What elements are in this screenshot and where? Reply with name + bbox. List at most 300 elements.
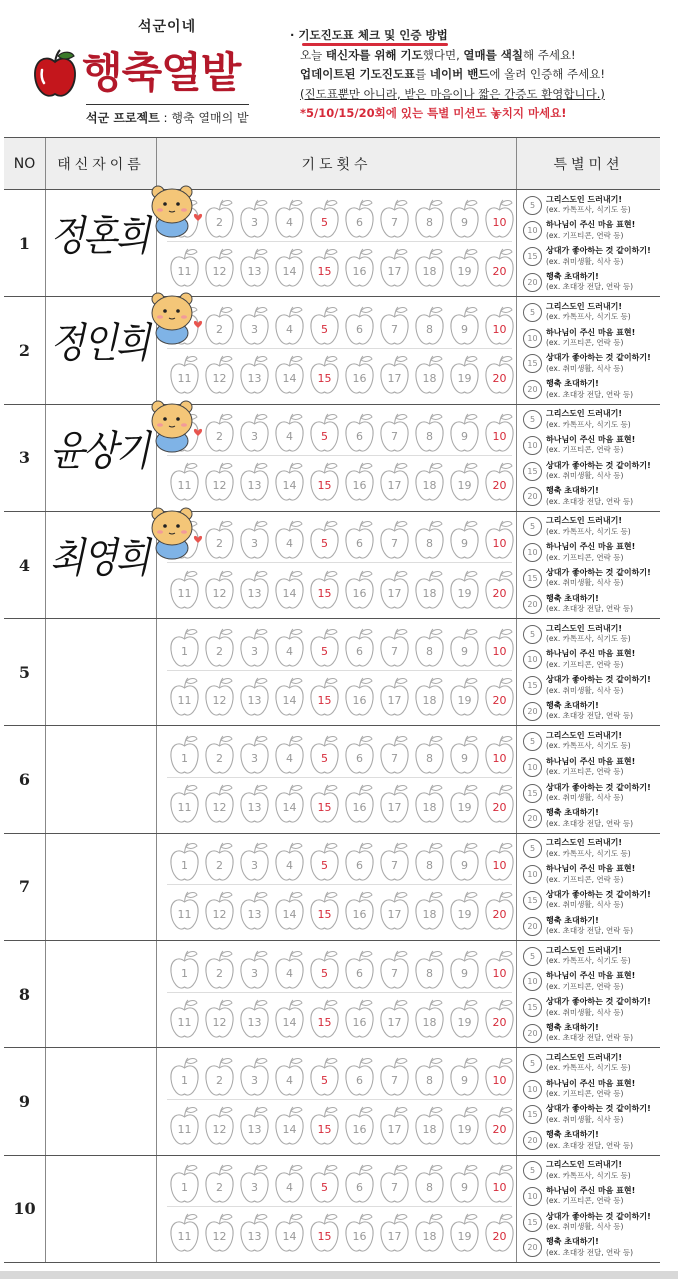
apple-checkbox[interactable]: [272, 1054, 307, 1100]
mission-item: [523, 648, 658, 672]
apple-number: 15: [317, 1015, 332, 1029]
mission-title: 하나님이 주신 마음 표현!: [546, 649, 636, 659]
apple-number: 7: [391, 430, 398, 444]
apple-checkbox[interactable]: [202, 1210, 237, 1256]
apple-checkbox[interactable]: [482, 781, 517, 827]
mission-example: (ex. 초대장 전달, 연락 등): [546, 711, 634, 721]
apple-checkbox[interactable]: [377, 996, 412, 1042]
apple-checkbox[interactable]: [482, 517, 517, 563]
apple-checkbox[interactable]: [377, 245, 412, 291]
logo-title: 행축열밭: [82, 48, 241, 97]
apple-row: [167, 1210, 512, 1256]
apple-checkbox[interactable]: [447, 352, 482, 398]
apple-checkbox[interactable]: [167, 674, 202, 720]
mission-number-circle: 20: [523, 273, 542, 292]
apple-checkbox[interactable]: [447, 1054, 482, 1100]
name-cell[interactable]: [46, 297, 157, 403]
apple-checkbox[interactable]: [167, 996, 202, 1042]
apple-checkbox[interactable]: [412, 459, 447, 505]
mission-example: (ex. 카톡프사, 식기도 등): [546, 1170, 631, 1180]
prayer-progress-table: [4, 137, 660, 1263]
apple-number: 3: [251, 537, 258, 551]
prayer-count-cell: [157, 941, 517, 1047]
apple-checkbox[interactable]: [412, 196, 447, 242]
apple-checkbox[interactable]: [342, 567, 377, 613]
apple-checkbox[interactable]: [482, 1161, 517, 1207]
apple-number: 2: [216, 322, 223, 336]
apple-checkbox[interactable]: [447, 410, 482, 456]
apple-checkbox[interactable]: [237, 303, 272, 349]
apple-number: 15: [317, 586, 332, 600]
apple-checkbox[interactable]: [307, 352, 342, 398]
apple-checkbox[interactable]: [377, 303, 412, 349]
apple-checkbox[interactable]: [272, 303, 307, 349]
apple-checkbox[interactable]: [307, 1210, 342, 1256]
apple-checkbox[interactable]: [272, 781, 307, 827]
mission-item: [523, 1077, 658, 1101]
apple-checkbox[interactable]: [412, 674, 447, 720]
apple-checkbox[interactable]: [237, 410, 272, 456]
apple-checkbox[interactable]: [447, 517, 482, 563]
apple-checkbox[interactable]: [167, 947, 202, 993]
apple-checkbox[interactable]: [377, 947, 412, 993]
apple-checkbox[interactable]: [202, 839, 237, 885]
mission-item: [523, 219, 658, 243]
apple-number: 16: [352, 1123, 367, 1137]
apple-checkbox[interactable]: [272, 888, 307, 934]
apple-checkbox[interactable]: [307, 1054, 342, 1100]
apple-checkbox[interactable]: [272, 1210, 307, 1256]
apple-checkbox[interactable]: [342, 1161, 377, 1207]
apple-checkbox[interactable]: [307, 1103, 342, 1149]
apple-checkbox[interactable]: [202, 781, 237, 827]
mission-number-circle: 10: [523, 972, 542, 991]
apple-number: 17: [387, 372, 402, 385]
mission-number-circle: 10: [523, 221, 542, 240]
apple-checkbox[interactable]: [272, 245, 307, 291]
apple-checkbox[interactable]: [482, 567, 517, 613]
apple-checkbox[interactable]: [447, 1103, 482, 1149]
apple-checkbox[interactable]: [237, 245, 272, 291]
apple-checkbox[interactable]: [482, 352, 517, 398]
apple-number: 9: [461, 644, 468, 658]
mission-item: [523, 729, 658, 753]
apple-number: 14: [282, 586, 297, 600]
apple-checkbox[interactable]: [447, 303, 482, 349]
name-cell[interactable]: [46, 405, 157, 511]
instructions: [290, 26, 674, 124]
apple-checkbox[interactable]: [272, 732, 307, 778]
apple-checkbox[interactable]: [447, 625, 482, 671]
apple-checkbox[interactable]: [377, 839, 412, 885]
apple-number: 17: [387, 801, 402, 815]
apple-checkbox[interactable]: [167, 839, 202, 885]
mission-item: [523, 1159, 658, 1183]
apple-checkbox[interactable]: [482, 245, 517, 291]
apple-checkbox[interactable]: [342, 996, 377, 1042]
apple-checkbox[interactable]: [412, 947, 447, 993]
apple-checkbox[interactable]: [237, 781, 272, 827]
apple-checkbox[interactable]: [307, 517, 342, 563]
apple-checkbox[interactable]: [342, 947, 377, 993]
apple-number: 5: [321, 644, 328, 658]
apple-checkbox[interactable]: [272, 1103, 307, 1149]
apple-checkbox[interactable]: [412, 410, 447, 456]
apple-checkbox[interactable]: [167, 781, 202, 827]
apple-checkbox[interactable]: [447, 781, 482, 827]
apple-number: 17: [387, 1015, 402, 1029]
apple-checkbox[interactable]: [272, 839, 307, 885]
handwritten-name: 정혼희: [50, 213, 149, 261]
apple-checkbox[interactable]: [307, 245, 342, 291]
apple-checkbox[interactable]: [272, 674, 307, 720]
apple-checkbox[interactable]: [167, 732, 202, 778]
apple-checkbox[interactable]: [447, 196, 482, 242]
mission-example: (ex. 초대장 전달, 연락 등): [546, 282, 634, 292]
apple-checkbox[interactable]: [272, 459, 307, 505]
apple-checkbox[interactable]: [412, 1161, 447, 1207]
mission-number-circle: 5: [523, 732, 542, 751]
apple-checkbox[interactable]: [377, 888, 412, 934]
apple-checkbox[interactable]: [307, 839, 342, 885]
apple-checkbox[interactable]: [342, 1054, 377, 1100]
apple-checkbox[interactable]: [237, 196, 272, 242]
apple-checkbox[interactable]: [342, 674, 377, 720]
apple-number: 3: [251, 966, 258, 980]
apple-checkbox[interactable]: [412, 888, 447, 934]
apple-checkbox[interactable]: [377, 781, 412, 827]
apple-checkbox[interactable]: [377, 352, 412, 398]
apple-checkbox[interactable]: [342, 459, 377, 505]
mission-example: (ex. 기프티콘, 연락 등): [546, 552, 624, 562]
instructions-title-text: 기도진도표 체크 및 인증 방법: [298, 28, 448, 42]
prayer-count-cell: [157, 512, 517, 618]
apple-checkbox[interactable]: [342, 839, 377, 885]
apple-checkbox[interactable]: [202, 732, 237, 778]
apple-icon: [32, 48, 78, 100]
apple-checkbox[interactable]: [377, 196, 412, 242]
apple-checkbox[interactable]: [167, 1103, 202, 1149]
apple-checkbox[interactable]: [237, 1054, 272, 1100]
apple-checkbox[interactable]: [237, 732, 272, 778]
apple-checkbox[interactable]: [167, 888, 202, 934]
apple-checkbox[interactable]: [237, 996, 272, 1042]
apple-checkbox[interactable]: [342, 410, 377, 456]
apple-number: 10: [492, 215, 507, 229]
apple-checkbox[interactable]: [342, 625, 377, 671]
apple-checkbox[interactable]: [272, 196, 307, 242]
apple-checkbox[interactable]: [272, 517, 307, 563]
apple-checkbox[interactable]: [167, 1210, 202, 1256]
apple-number: 8: [426, 644, 433, 658]
apple-checkbox[interactable]: [342, 1103, 377, 1149]
apple-checkbox[interactable]: [482, 996, 517, 1042]
apple-checkbox[interactable]: [202, 625, 237, 671]
apple-checkbox[interactable]: [377, 1161, 412, 1207]
apple-number: 8: [426, 322, 433, 336]
apple-number: 15: [317, 479, 332, 493]
apple-number: 14: [282, 1230, 297, 1244]
apple-checkbox[interactable]: [412, 1210, 447, 1256]
apple-checkbox[interactable]: [202, 1161, 237, 1207]
logo: [28, 10, 286, 130]
apple-checkbox[interactable]: [482, 459, 517, 505]
apple-checkbox[interactable]: [307, 996, 342, 1042]
mission-item: [523, 674, 658, 698]
apple-checkbox[interactable]: [202, 1054, 237, 1100]
apple-number: 20: [492, 801, 507, 815]
apple-checkbox[interactable]: [307, 947, 342, 993]
apple-number: 1: [181, 752, 188, 766]
apple-checkbox[interactable]: [272, 996, 307, 1042]
apple-checkbox[interactable]: [482, 1103, 517, 1149]
apple-checkbox[interactable]: [202, 996, 237, 1042]
apple-checkbox[interactable]: [342, 245, 377, 291]
apple-number: 5: [321, 1073, 328, 1087]
apple-number: 4: [286, 430, 293, 444]
apple-number: 13: [247, 1015, 262, 1029]
apple-checkbox[interactable]: [202, 459, 237, 505]
apple-checkbox[interactable]: [482, 625, 517, 671]
apple-checkbox[interactable]: [307, 781, 342, 827]
apple-checkbox[interactable]: [412, 625, 447, 671]
apple-checkbox[interactable]: [307, 732, 342, 778]
name-cell[interactable]: [46, 941, 157, 1047]
apple-checkbox[interactable]: [167, 1054, 202, 1100]
apple-number: 20: [492, 479, 507, 493]
apple-checkbox[interactable]: [342, 732, 377, 778]
apple-checkbox[interactable]: [342, 781, 377, 827]
apple-checkbox[interactable]: [377, 674, 412, 720]
apple-checkbox[interactable]: [482, 410, 517, 456]
apple-checkbox[interactable]: [237, 888, 272, 934]
mission-item: [523, 193, 658, 217]
mission-title: 그리스도인 드러내기!: [546, 838, 622, 848]
apple-checkbox[interactable]: [447, 1161, 482, 1207]
apple-checkbox[interactable]: [202, 245, 237, 291]
mission-title: 행축 초대하기!: [546, 1237, 599, 1247]
apple-checkbox[interactable]: [307, 1161, 342, 1207]
mission-example: (ex. 기프티콘, 연락 등): [546, 874, 624, 884]
mission-title: 행축 초대하기!: [546, 486, 599, 496]
page-header: [0, 0, 678, 136]
apple-number: 16: [352, 1230, 367, 1244]
apple-checkbox[interactable]: [202, 674, 237, 720]
apple-checkbox[interactable]: [412, 352, 447, 398]
apple-checkbox[interactable]: [377, 1103, 412, 1149]
apple-checkbox[interactable]: [167, 1161, 202, 1207]
apple-checkbox[interactable]: [342, 196, 377, 242]
apple-checkbox[interactable]: [272, 567, 307, 613]
apple-checkbox[interactable]: [167, 567, 202, 613]
apple-checkbox[interactable]: [412, 567, 447, 613]
name-cell[interactable]: [46, 190, 157, 296]
apple-checkbox[interactable]: [272, 1161, 307, 1207]
apple-checkbox[interactable]: [482, 732, 517, 778]
mission-title: 행축 초대하기!: [546, 1022, 599, 1032]
apple-checkbox[interactable]: [237, 459, 272, 505]
apple-checkbox[interactable]: [167, 459, 202, 505]
apple-checkbox[interactable]: [482, 674, 517, 720]
apple-checkbox[interactable]: [377, 459, 412, 505]
apple-checkbox[interactable]: [377, 567, 412, 613]
name-cell[interactable]: [46, 726, 157, 832]
mission-item: [523, 622, 658, 646]
apple-checkbox[interactable]: [272, 625, 307, 671]
apple-checkbox[interactable]: [237, 947, 272, 993]
apple-checkbox[interactable]: [377, 1210, 412, 1256]
apple-checkbox[interactable]: [447, 839, 482, 885]
apple-row: [167, 674, 512, 720]
apple-checkbox[interactable]: [307, 459, 342, 505]
apple-checkbox[interactable]: [447, 674, 482, 720]
apple-checkbox[interactable]: [202, 888, 237, 934]
apple-number: 3: [251, 430, 258, 444]
apple-checkbox[interactable]: [167, 625, 202, 671]
apple-checkbox[interactable]: [447, 245, 482, 291]
apple-checkbox[interactable]: [412, 732, 447, 778]
apple-checkbox[interactable]: [307, 410, 342, 456]
logo-subtitle-bold: 석군 프로젝트: [86, 111, 160, 125]
apple-checkbox[interactable]: [412, 1103, 447, 1149]
apple-checkbox[interactable]: [307, 674, 342, 720]
mission-item: [523, 1051, 658, 1075]
apple-checkbox[interactable]: [412, 517, 447, 563]
mission-example: (ex. 취미생활, 식사 등): [546, 1114, 624, 1124]
name-cell[interactable]: [46, 1156, 157, 1262]
instruction-line-3: (진도표뿐만 아니라, 받은 마음이나 짧은 간증도 환영합니다.): [300, 86, 605, 101]
mission-title: 행축 초대하기!: [546, 915, 599, 925]
apple-number: 5: [321, 752, 328, 766]
apple-checkbox[interactable]: [482, 1054, 517, 1100]
apple-checkbox[interactable]: [202, 352, 237, 398]
apple-checkbox[interactable]: [482, 839, 517, 885]
mission-example: (ex. 기프티콘, 연락 등): [546, 338, 624, 348]
mission-number-circle: 10: [523, 865, 542, 884]
name-cell[interactable]: [46, 619, 157, 725]
mission-number-circle: 5: [523, 196, 542, 215]
apple-checkbox[interactable]: [447, 888, 482, 934]
apple-checkbox[interactable]: [412, 781, 447, 827]
apple-checkbox[interactable]: [377, 732, 412, 778]
apple-number: 15: [317, 1230, 332, 1244]
apple-checkbox[interactable]: [237, 1210, 272, 1256]
apple-checkbox[interactable]: [342, 888, 377, 934]
name-cell[interactable]: [46, 1048, 157, 1154]
apple-checkbox[interactable]: [377, 625, 412, 671]
row-number: 2: [4, 297, 46, 403]
apple-checkbox[interactable]: [482, 888, 517, 934]
mission-title: 행축 초대하기!: [546, 271, 599, 281]
apple-checkbox[interactable]: [447, 947, 482, 993]
apple-number: 9: [461, 322, 468, 336]
instruction-line-2: 업데이트된 기도진도표를 네이버 밴드에 올려 인증해 주세요!: [300, 67, 605, 81]
mission-number-circle: 15: [523, 891, 542, 910]
mission-number-circle: 15: [523, 1105, 542, 1124]
apple-checkbox[interactable]: [237, 674, 272, 720]
apple-checkbox[interactable]: [167, 352, 202, 398]
apple-number: 10: [492, 430, 507, 444]
apple-checkbox[interactable]: [202, 1103, 237, 1149]
apple-checkbox[interactable]: [447, 1210, 482, 1256]
apple-checkbox[interactable]: [237, 352, 272, 398]
apple-checkbox[interactable]: [482, 303, 517, 349]
apple-checkbox[interactable]: [307, 567, 342, 613]
apple-checkbox[interactable]: [237, 1103, 272, 1149]
apple-number: 10: [492, 322, 507, 336]
mission-number-circle: 20: [523, 702, 542, 721]
mission-example: (ex. 기프티콘, 연락 등): [546, 445, 624, 455]
apple-checkbox[interactable]: [272, 947, 307, 993]
apple-number: 7: [391, 537, 398, 551]
apple-number: 13: [247, 908, 262, 922]
apple-number: 6: [356, 644, 363, 658]
apple-checkbox[interactable]: [377, 1054, 412, 1100]
apple-checkbox[interactable]: [412, 245, 447, 291]
mission-number-circle: 5: [523, 1161, 542, 1180]
name-cell[interactable]: [46, 834, 157, 940]
apple-checkbox[interactable]: [447, 459, 482, 505]
mission-example: (ex. 취미생활, 식사 등): [546, 685, 624, 695]
apple-checkbox[interactable]: [167, 245, 202, 291]
mission-title: 그리스도인 드러내기!: [546, 1160, 622, 1170]
apple-number: 19: [457, 264, 472, 278]
apple-row: [167, 732, 512, 778]
apple-checkbox[interactable]: [307, 625, 342, 671]
apple-checkbox[interactable]: [412, 839, 447, 885]
apple-checkbox[interactable]: [482, 1210, 517, 1256]
apple-checkbox[interactable]: [377, 410, 412, 456]
apple-checkbox[interactable]: [237, 517, 272, 563]
apple-checkbox[interactable]: [377, 517, 412, 563]
apple-checkbox[interactable]: [237, 839, 272, 885]
apple-number: 11: [177, 801, 192, 815]
apple-checkbox[interactable]: [412, 996, 447, 1042]
apple-checkbox[interactable]: [482, 947, 517, 993]
apple-checkbox[interactable]: [412, 303, 447, 349]
apple-checkbox[interactable]: [307, 888, 342, 934]
mission-item: [523, 863, 658, 887]
apple-number: 14: [282, 264, 297, 278]
apple-number: 4: [286, 1181, 293, 1195]
name-cell[interactable]: [46, 512, 157, 618]
apple-checkbox[interactable]: [202, 947, 237, 993]
apple-checkbox[interactable]: [342, 352, 377, 398]
apple-checkbox[interactable]: [272, 352, 307, 398]
apple-checkbox[interactable]: [237, 567, 272, 613]
apple-checkbox[interactable]: [342, 1210, 377, 1256]
apple-checkbox[interactable]: [202, 567, 237, 613]
apple-checkbox[interactable]: [272, 410, 307, 456]
apple-row: [167, 839, 512, 885]
apple-checkbox[interactable]: [307, 303, 342, 349]
mission-title: 하나님이 주신 마음 표현!: [546, 220, 636, 230]
apple-checkbox[interactable]: [412, 1054, 447, 1100]
apple-checkbox[interactable]: [342, 517, 377, 563]
apple-checkbox[interactable]: [447, 732, 482, 778]
mission-example: (ex. 기프티콘, 연락 등): [546, 230, 624, 240]
apple-checkbox[interactable]: [237, 1161, 272, 1207]
apple-checkbox[interactable]: [447, 567, 482, 613]
apple-number: 3: [251, 215, 258, 229]
apple-checkbox[interactable]: [342, 303, 377, 349]
mission-number-circle: 20: [523, 487, 542, 506]
apple-checkbox[interactable]: [237, 625, 272, 671]
mission-number-circle: 5: [523, 517, 542, 536]
apple-checkbox[interactable]: [307, 196, 342, 242]
apple-checkbox[interactable]: [482, 196, 517, 242]
apple-checkbox[interactable]: [447, 996, 482, 1042]
